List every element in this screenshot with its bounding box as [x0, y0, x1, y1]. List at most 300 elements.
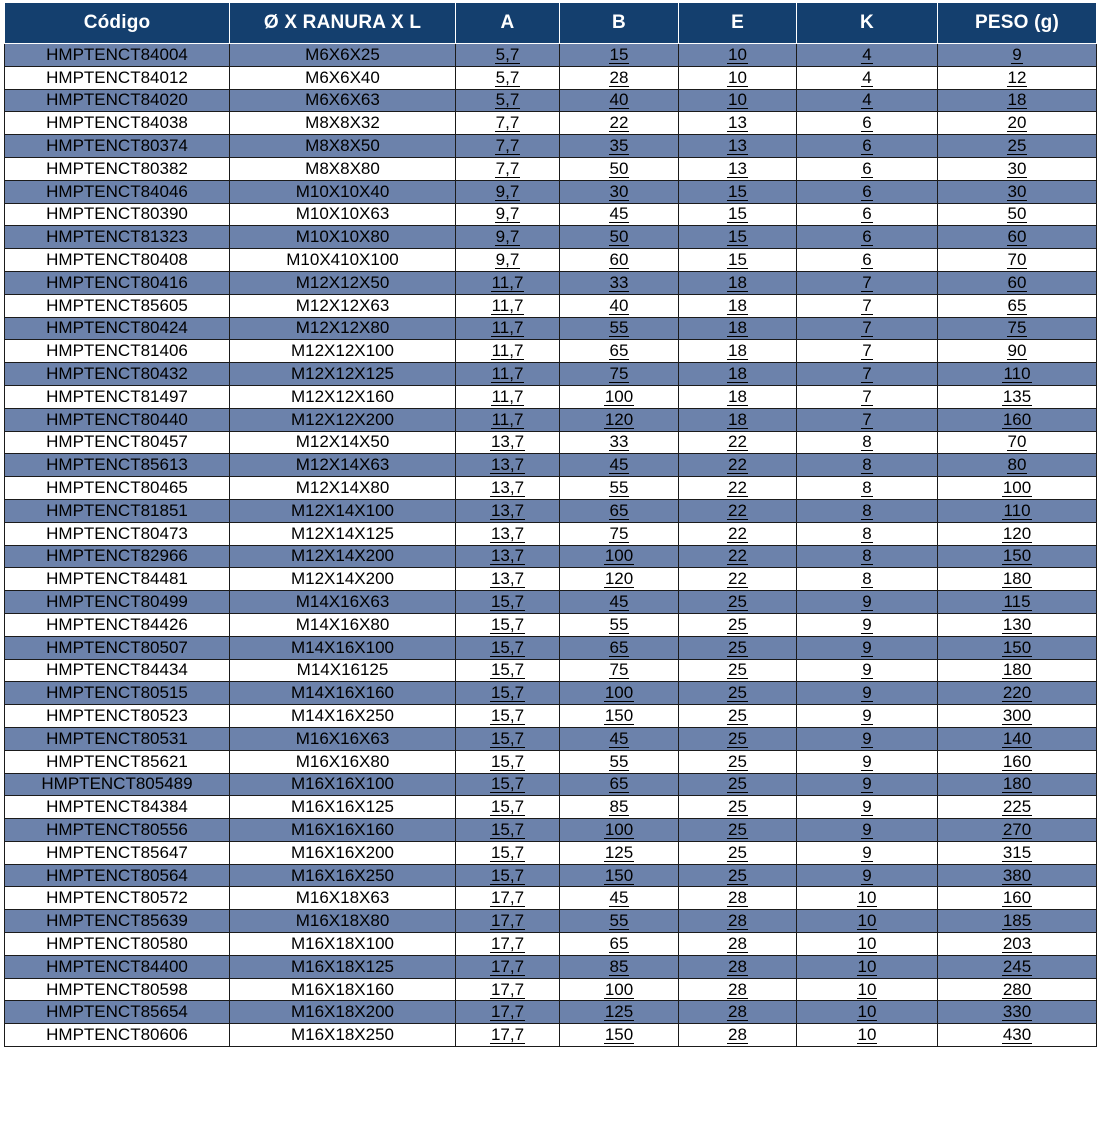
cell-e-value: 25 [728, 614, 747, 634]
cell-k-value: 9 [862, 751, 872, 771]
cell-e [679, 750, 797, 773]
cell-k [797, 408, 938, 431]
cell-codigo: HMPTENCT80416 [5, 271, 230, 294]
cell-codigo: HMPTENCT81851 [5, 499, 230, 522]
table-row [5, 203, 1097, 226]
table-row [5, 249, 1097, 272]
cell-a-value: 15,7 [490, 614, 525, 634]
cell-peso-value: 180 [1002, 569, 1032, 589]
cell-codigo: HMPTENCT85613 [5, 454, 230, 477]
cell-e-value: 10 [728, 67, 747, 87]
cell-b-value: 40 [609, 90, 629, 110]
cell-k [797, 682, 938, 705]
cell-peso-value: 315 [1002, 842, 1032, 862]
cell-k [797, 841, 938, 864]
cell-codigo: HMPTENCT80556 [5, 819, 230, 842]
cell-k-value: 6 [862, 136, 872, 156]
cell-diameter-slot-length: M12X14X200 [230, 545, 456, 568]
table-row [5, 477, 1097, 500]
cell-peso-value: 225 [1002, 797, 1032, 817]
cell-a [456, 271, 560, 294]
cell-diameter-slot-length: M6X6X40 [230, 66, 456, 89]
cell-peso-value: 150 [1002, 637, 1032, 657]
cell-a [456, 180, 560, 203]
cell-peso [938, 66, 1097, 89]
cell-e [679, 203, 797, 226]
cell-e [679, 226, 797, 249]
cell-b-value: 45 [609, 888, 629, 908]
cell-peso [938, 796, 1097, 819]
cell-e-value: 13 [728, 136, 747, 156]
cell-k-value: 7 [862, 272, 872, 292]
table-row [5, 864, 1097, 887]
cell-peso [938, 180, 1097, 203]
cell-e-value: 22 [728, 478, 747, 498]
table-row [5, 727, 1097, 750]
cell-peso [938, 841, 1097, 864]
cell-k-value: 8 [862, 432, 872, 452]
cell-codigo: HMPTENCT84384 [5, 796, 230, 819]
cell-peso-value: 245 [1002, 956, 1032, 976]
cell-a-value: 5,7 [495, 67, 520, 87]
cell-codigo: HMPTENCT82966 [5, 545, 230, 568]
cell-peso [938, 978, 1097, 1001]
cell-b [560, 180, 679, 203]
cell-peso-value: 120 [1002, 523, 1032, 543]
cell-k-value: 7 [862, 295, 872, 315]
cell-peso [938, 408, 1097, 431]
cell-k [797, 112, 938, 135]
cell-a-value: 17,7 [490, 888, 525, 908]
cell-codigo: HMPTENCT80580 [5, 933, 230, 956]
cell-e [679, 887, 797, 910]
cell-codigo: HMPTENCT80408 [5, 249, 230, 272]
cell-a-value: 13,7 [490, 432, 525, 452]
table-row [5, 636, 1097, 659]
cell-a-value: 15,7 [490, 592, 525, 612]
cell-diameter-slot-length: M12X12X100 [230, 340, 456, 363]
cell-diameter-slot-length: M12X12X80 [230, 317, 456, 340]
cell-k-value: 9 [862, 728, 872, 748]
cell-e-value: 25 [728, 683, 747, 703]
cell-b-value: 55 [609, 614, 629, 634]
cell-b-value: 75 [609, 660, 629, 680]
cell-a-value: 15,7 [490, 706, 525, 725]
cell-b-value: 100 [604, 683, 634, 703]
cell-e-value: 28 [728, 979, 747, 999]
cell-codigo: HMPTENCT80382 [5, 157, 230, 180]
cell-b-value: 45 [609, 204, 629, 224]
cell-codigo: HMPTENCT81497 [5, 385, 230, 408]
cell-codigo: HMPTENCT85647 [5, 841, 230, 864]
cell-k-value: 9 [862, 660, 872, 680]
cell-b [560, 1024, 679, 1047]
cell-k-value: 8 [862, 523, 872, 543]
cell-b-value: 60 [609, 250, 629, 270]
cell-codigo: HMPTENCT80465 [5, 477, 230, 500]
cell-k-value: 9 [862, 614, 872, 634]
cell-peso-value: 135 [1002, 386, 1032, 406]
cell-a-value: 13,7 [490, 546, 525, 566]
table-body [5, 44, 1097, 1047]
cell-codigo: HMPTENCT80564 [5, 864, 230, 887]
cell-b [560, 591, 679, 614]
cell-k-value: 8 [862, 455, 872, 475]
cell-diameter-slot-length: M16X18X250 [230, 1024, 456, 1047]
cell-peso [938, 340, 1097, 363]
cell-diameter-slot-length: M10X10X80 [230, 226, 456, 249]
table-row [5, 112, 1097, 135]
cell-e-value: 25 [728, 637, 747, 657]
cell-k-value: 6 [862, 250, 872, 270]
cell-a [456, 545, 560, 568]
cell-b [560, 1001, 679, 1024]
cell-diameter-slot-length: M8X8X32 [230, 112, 456, 135]
cell-a-value: 7,7 [495, 136, 520, 156]
cell-codigo: HMPTENCT80523 [5, 705, 230, 728]
cell-k [797, 545, 938, 568]
table-row [5, 226, 1097, 249]
cell-a-value: 15,7 [490, 728, 525, 748]
cell-e-value: 15 [728, 181, 747, 201]
cell-codigo: HMPTENCT80606 [5, 1024, 230, 1047]
cell-diameter-slot-length: M12X14X200 [230, 568, 456, 591]
cell-b [560, 431, 679, 454]
cell-a [456, 727, 560, 750]
cell-k [797, 819, 938, 842]
cell-peso-value: 185 [1002, 911, 1032, 931]
cell-peso [938, 682, 1097, 705]
header-k: K [797, 3, 938, 44]
cell-a-value: 11,7 [491, 364, 524, 384]
cell-e [679, 408, 797, 431]
table-row [5, 431, 1097, 454]
cell-codigo: HMPTENCT80374 [5, 135, 230, 158]
cell-b-value: 150 [604, 706, 634, 725]
table-row [5, 499, 1097, 522]
cell-b-value: 65 [609, 341, 629, 361]
cell-diameter-slot-length: M8X8X50 [230, 135, 456, 158]
cell-k [797, 613, 938, 636]
cell-k [797, 796, 938, 819]
cell-e [679, 636, 797, 659]
cell-peso-value: 9 [1012, 44, 1022, 64]
cell-a [456, 317, 560, 340]
cell-k-value: 7 [862, 318, 872, 338]
cell-b [560, 659, 679, 682]
cell-a-value: 11,7 [491, 341, 524, 361]
cell-b [560, 933, 679, 956]
cell-a-value: 15,7 [490, 683, 525, 703]
cell-e-value: 15 [728, 227, 747, 247]
cell-e-value: 18 [728, 272, 747, 292]
cell-peso-value: 18 [1007, 90, 1027, 110]
cell-peso [938, 659, 1097, 682]
cell-codigo: HMPTENCT85654 [5, 1001, 230, 1024]
cell-b-value: 75 [609, 523, 629, 543]
cell-a [456, 431, 560, 454]
cell-b-value: 55 [609, 318, 629, 338]
cell-peso [938, 1001, 1097, 1024]
table-row [5, 271, 1097, 294]
cell-a-value: 5,7 [495, 90, 520, 110]
cell-a-value: 13,7 [490, 500, 525, 520]
table-row [5, 1024, 1097, 1047]
cell-b-value: 30 [609, 181, 629, 201]
cell-e-value: 25 [728, 660, 747, 680]
cell-peso [938, 271, 1097, 294]
cell-peso-value: 25 [1007, 136, 1027, 156]
cell-a [456, 294, 560, 317]
cell-k-value: 10 [857, 1002, 877, 1022]
cell-b-value: 55 [609, 911, 629, 931]
cell-k [797, 294, 938, 317]
cell-e-value: 25 [728, 592, 747, 612]
cell-peso [938, 613, 1097, 636]
cell-k-value: 4 [862, 44, 872, 64]
cell-e-value: 28 [728, 1002, 747, 1022]
cell-b-value: 100 [604, 979, 634, 999]
cell-diameter-slot-length: M10X10X40 [230, 180, 456, 203]
cell-peso [938, 568, 1097, 591]
header-diameter-slot-length: Ø X RANURA X L [230, 3, 456, 44]
cell-diameter-slot-length: M12X12X63 [230, 294, 456, 317]
cell-peso-value: 330 [1002, 1002, 1032, 1022]
cell-peso [938, 864, 1097, 887]
table-row [5, 933, 1097, 956]
cell-a [456, 864, 560, 887]
cell-a-value: 17,7 [490, 911, 525, 931]
cell-e-value: 22 [728, 432, 747, 452]
table-row [5, 522, 1097, 545]
cell-a [456, 66, 560, 89]
cell-a-value: 5,7 [495, 44, 520, 64]
cell-b-value: 45 [609, 455, 629, 475]
cell-k-value: 10 [857, 979, 877, 999]
cell-diameter-slot-length: M14X16X160 [230, 682, 456, 705]
cell-k-value: 9 [862, 706, 872, 725]
cell-b-value: 85 [609, 797, 629, 817]
cell-k-value: 9 [862, 683, 872, 703]
cell-a-value: 11,7 [491, 386, 524, 406]
table-row [5, 1001, 1097, 1024]
cell-k [797, 933, 938, 956]
cell-k-value: 10 [857, 888, 877, 908]
cell-peso [938, 499, 1097, 522]
cell-peso-value: 160 [1002, 888, 1032, 908]
cell-a [456, 796, 560, 819]
table-row [5, 978, 1097, 1001]
cell-b [560, 727, 679, 750]
cell-e [679, 66, 797, 89]
cell-k-value: 10 [857, 956, 877, 976]
cell-a [456, 978, 560, 1001]
cell-e-value: 22 [728, 455, 747, 475]
cell-b-value: 65 [609, 774, 629, 794]
cell-peso-value: 70 [1007, 432, 1027, 452]
cell-a [456, 591, 560, 614]
cell-a-value: 15,7 [490, 865, 525, 885]
cell-e-value: 25 [728, 819, 747, 839]
cell-peso [938, 157, 1097, 180]
cell-k [797, 750, 938, 773]
cell-codigo: HMPTENCT80432 [5, 363, 230, 386]
cell-peso [938, 636, 1097, 659]
cell-a-value: 11,7 [491, 409, 524, 429]
table-row [5, 705, 1097, 728]
table-row [5, 591, 1097, 614]
cell-b-value: 45 [609, 592, 629, 612]
cell-peso-value: 430 [1002, 1025, 1032, 1045]
cell-peso-value: 280 [1002, 979, 1032, 999]
cell-a-value: 15,7 [490, 637, 525, 657]
cell-k-value: 4 [862, 90, 872, 110]
cell-e [679, 955, 797, 978]
cell-b-value: 120 [604, 569, 634, 589]
cell-e-value: 28 [728, 956, 747, 976]
cell-a [456, 89, 560, 112]
cell-e-value: 15 [728, 204, 747, 224]
cell-peso-value: 380 [1002, 865, 1032, 885]
cell-e [679, 385, 797, 408]
cell-a-value: 17,7 [490, 933, 525, 953]
cell-codigo: HMPTENCT80572 [5, 887, 230, 910]
cell-codigo: HMPTENCT80598 [5, 978, 230, 1001]
cell-b-value: 15 [609, 44, 629, 64]
cell-codigo: HMPTENCT84004 [5, 44, 230, 67]
cell-k [797, 454, 938, 477]
cell-codigo: HMPTENCT80424 [5, 317, 230, 340]
cell-e [679, 613, 797, 636]
cell-a-value: 9,7 [495, 181, 520, 201]
cell-diameter-slot-length: M14X16125 [230, 659, 456, 682]
cell-e [679, 271, 797, 294]
cell-b [560, 955, 679, 978]
cell-b-value: 65 [609, 933, 629, 953]
cell-b-value: 35 [609, 136, 629, 156]
cell-b [560, 135, 679, 158]
cell-k-value: 6 [862, 158, 872, 178]
cell-a [456, 773, 560, 796]
cell-peso [938, 887, 1097, 910]
cell-b-value: 65 [609, 637, 629, 657]
cell-a [456, 363, 560, 386]
cell-peso-value: 75 [1007, 318, 1027, 338]
cell-b [560, 44, 679, 67]
cell-k-value: 6 [862, 204, 872, 224]
cell-e [679, 819, 797, 842]
cell-e-value: 25 [728, 842, 747, 862]
cell-peso [938, 112, 1097, 135]
cell-k-value: 6 [862, 181, 872, 201]
table-row [5, 910, 1097, 933]
cell-codigo: HMPTENCT84038 [5, 112, 230, 135]
cell-b-value: 125 [604, 1002, 634, 1022]
cell-k-value: 10 [857, 933, 877, 953]
cell-a [456, 636, 560, 659]
cell-b [560, 66, 679, 89]
table-row [5, 841, 1097, 864]
cell-e [679, 499, 797, 522]
cell-diameter-slot-length: M16X16X250 [230, 864, 456, 887]
cell-peso [938, 249, 1097, 272]
cell-e [679, 522, 797, 545]
cell-k-value: 9 [862, 637, 872, 657]
cell-peso [938, 750, 1097, 773]
cell-e [679, 773, 797, 796]
cell-k-value: 6 [862, 227, 872, 247]
cell-codigo: HMPTENCT85621 [5, 750, 230, 773]
cell-e [679, 727, 797, 750]
cell-b [560, 340, 679, 363]
cell-e-value: 25 [728, 706, 747, 725]
cell-e-value: 25 [728, 751, 747, 771]
cell-a-value: 15,7 [490, 797, 525, 817]
cell-k [797, 887, 938, 910]
cell-b-value: 45 [609, 728, 629, 748]
cell-e-value: 28 [728, 1025, 747, 1045]
header-peso: PESO (g) [938, 3, 1097, 44]
cell-e [679, 910, 797, 933]
cell-diameter-slot-length: M16X18X63 [230, 887, 456, 910]
cell-e-value: 22 [728, 500, 747, 520]
table-row [5, 819, 1097, 842]
cell-k-value: 9 [862, 819, 872, 839]
cell-b-value: 55 [609, 478, 629, 498]
cell-diameter-slot-length: M14X16X63 [230, 591, 456, 614]
cell-b-value: 150 [604, 865, 634, 885]
table-row [5, 135, 1097, 158]
cell-codigo: HMPTENCT80440 [5, 408, 230, 431]
table-row [5, 750, 1097, 773]
cell-a [456, 568, 560, 591]
cell-peso [938, 933, 1097, 956]
cell-peso [938, 591, 1097, 614]
cell-b [560, 317, 679, 340]
cell-b-value: 50 [609, 158, 629, 178]
cell-a [456, 408, 560, 431]
cell-a [456, 44, 560, 67]
cell-e-value: 28 [728, 911, 747, 931]
table-row [5, 796, 1097, 819]
cell-a [456, 157, 560, 180]
cell-peso [938, 431, 1097, 454]
cell-diameter-slot-length: M8X8X80 [230, 157, 456, 180]
cell-a [456, 705, 560, 728]
table-row [5, 294, 1097, 317]
cell-peso [938, 454, 1097, 477]
cell-peso-value: 12 [1007, 67, 1027, 87]
cell-k [797, 385, 938, 408]
cell-e [679, 1001, 797, 1024]
table-row [5, 545, 1097, 568]
cell-e-value: 18 [728, 386, 747, 406]
cell-peso [938, 819, 1097, 842]
cell-a-value: 15,7 [490, 774, 525, 794]
table-row [5, 340, 1097, 363]
cell-peso-value: 20 [1007, 113, 1027, 133]
cell-b-value: 125 [604, 842, 634, 862]
cell-k [797, 591, 938, 614]
cell-peso-value: 220 [1002, 683, 1032, 703]
header-codigo: Código [5, 3, 230, 44]
cell-diameter-slot-length: M12X12X160 [230, 385, 456, 408]
table-row [5, 180, 1097, 203]
cell-peso-value: 110 [1003, 500, 1031, 520]
cell-a-value: 11,7 [491, 295, 524, 315]
table-header-row [5, 3, 1097, 44]
cell-b [560, 522, 679, 545]
